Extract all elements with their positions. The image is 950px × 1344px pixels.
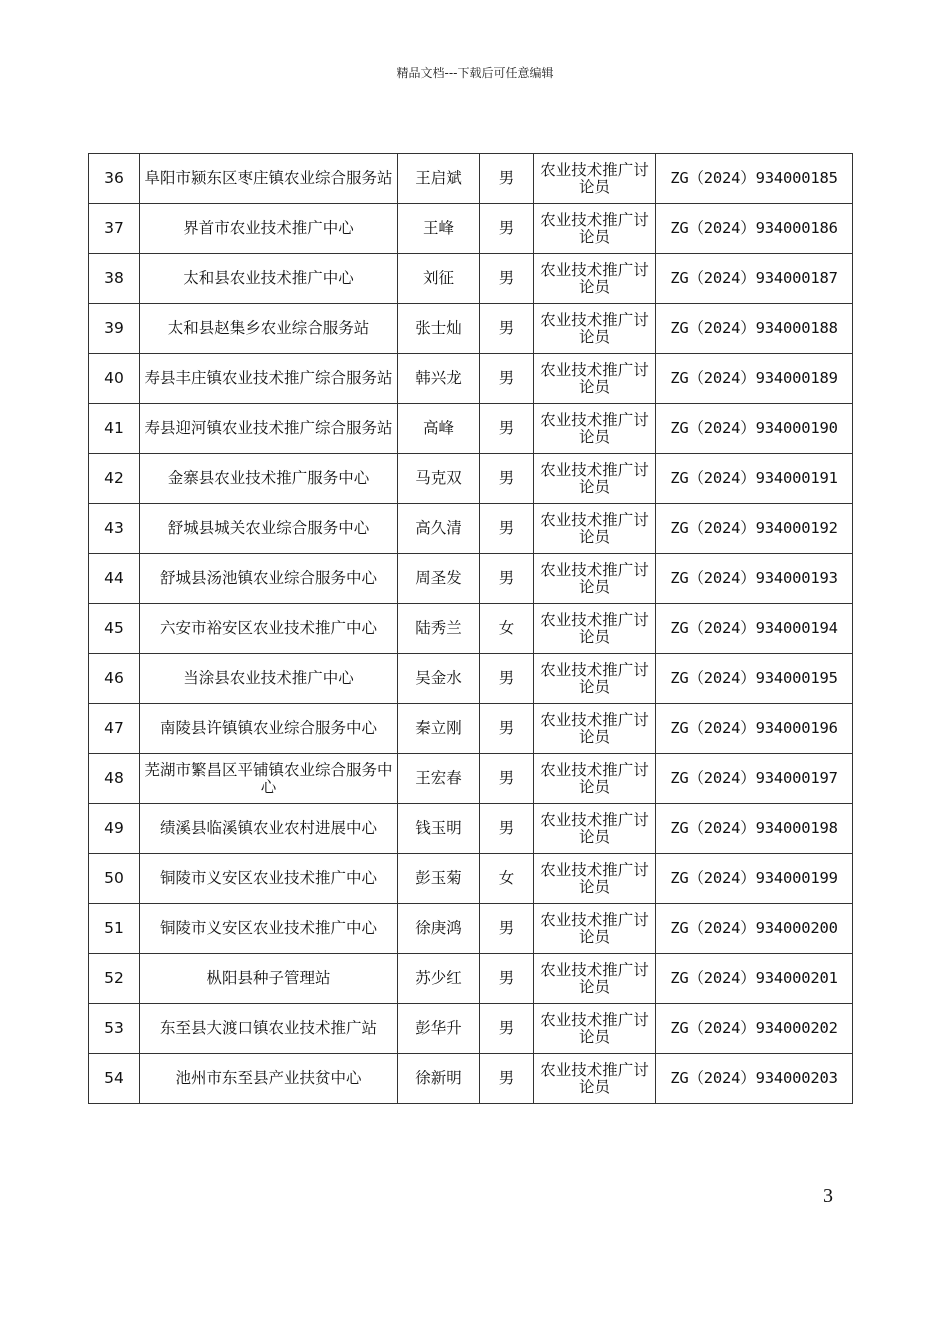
cell-certificate-number: ZG（2024）934000199 bbox=[656, 854, 853, 904]
cell-certificate-number: ZG（2024）934000187 bbox=[656, 254, 853, 304]
cell-gender: 男 bbox=[480, 1054, 534, 1104]
cell-gender: 男 bbox=[480, 454, 534, 504]
table-row bbox=[89, 554, 853, 604]
table-row bbox=[89, 154, 853, 204]
table-row bbox=[89, 404, 853, 454]
cell-work-unit: 太和县农业技术推广中心 bbox=[140, 254, 398, 304]
table-row bbox=[89, 954, 853, 1004]
table-row bbox=[89, 804, 853, 854]
cell-number: 44 bbox=[89, 554, 140, 604]
cell-work-unit: 枞阳县种子管理站 bbox=[140, 954, 398, 1004]
cell-work-unit: 六安市裕安区农业技术推广中心 bbox=[140, 604, 398, 654]
cell-certificate-number: ZG（2024）934000185 bbox=[656, 154, 853, 204]
table-row bbox=[89, 704, 853, 754]
cell-certificate-number: ZG（2024）934000191 bbox=[656, 454, 853, 504]
cell-certificate-number: ZG（2024）934000201 bbox=[656, 954, 853, 1004]
table-row bbox=[89, 854, 853, 904]
cell-certificate-number: ZG（2024）934000189 bbox=[656, 354, 853, 404]
cell-number: 46 bbox=[89, 654, 140, 704]
cell-gender: 男 bbox=[480, 904, 534, 954]
cell-number: 41 bbox=[89, 404, 140, 454]
table-row bbox=[89, 254, 853, 304]
cell-number: 40 bbox=[89, 354, 140, 404]
cell-certificate-number: ZG（2024）934000190 bbox=[656, 404, 853, 454]
cell-certificate-number: ZG（2024）934000202 bbox=[656, 1004, 853, 1054]
cell-gender: 男 bbox=[480, 154, 534, 204]
cell-certificate-number: ZG（2024）934000186 bbox=[656, 204, 853, 254]
cell-job-title: 农业技术推广讨论员 bbox=[534, 204, 656, 254]
cell-job-title: 农业技术推广讨论员 bbox=[534, 454, 656, 504]
cell-gender: 男 bbox=[480, 654, 534, 704]
cell-person-name: 徐新明 bbox=[398, 1054, 480, 1104]
cell-number: 42 bbox=[89, 454, 140, 504]
page-number: 3 bbox=[823, 1185, 833, 1207]
table-row bbox=[89, 654, 853, 704]
cell-gender: 女 bbox=[480, 604, 534, 654]
cell-gender: 男 bbox=[480, 304, 534, 354]
cell-person-name: 周圣发 bbox=[398, 554, 480, 604]
cell-certificate-number: ZG（2024）934000192 bbox=[656, 504, 853, 554]
table-row bbox=[89, 204, 853, 254]
cell-work-unit: 寿县迎河镇农业技术推广综合服务站 bbox=[140, 404, 398, 454]
cell-gender: 男 bbox=[480, 204, 534, 254]
cell-number: 54 bbox=[89, 1054, 140, 1104]
cell-work-unit: 当涂县农业技术推广中心 bbox=[140, 654, 398, 704]
roster-table bbox=[88, 153, 853, 1104]
cell-work-unit: 太和县赵集乡农业综合服务站 bbox=[140, 304, 398, 354]
cell-number: 45 bbox=[89, 604, 140, 654]
cell-person-name: 吴金水 bbox=[398, 654, 480, 704]
cell-number: 53 bbox=[89, 1004, 140, 1054]
cell-number: 48 bbox=[89, 754, 140, 804]
cell-certificate-number: ZG（2024）934000196 bbox=[656, 704, 853, 754]
cell-work-unit: 池州市东至县产业扶贫中心 bbox=[140, 1054, 398, 1104]
cell-person-name: 高峰 bbox=[398, 404, 480, 454]
cell-job-title: 农业技术推广讨论员 bbox=[534, 804, 656, 854]
table-row bbox=[89, 604, 853, 654]
page-header: 精品文档---下载后可任意编辑 bbox=[396, 66, 554, 80]
table-row bbox=[89, 904, 853, 954]
cell-job-title: 农业技术推广讨论员 bbox=[534, 1004, 656, 1054]
cell-person-name: 马克双 bbox=[398, 454, 480, 504]
cell-person-name: 王峰 bbox=[398, 204, 480, 254]
cell-certificate-number: ZG（2024）934000193 bbox=[656, 554, 853, 604]
cell-job-title: 农业技术推广讨论员 bbox=[534, 354, 656, 404]
cell-work-unit: 界首市农业技术推广中心 bbox=[140, 204, 398, 254]
cell-certificate-number: ZG（2024）934000194 bbox=[656, 604, 853, 654]
table-row bbox=[89, 1054, 853, 1104]
cell-gender: 男 bbox=[480, 954, 534, 1004]
cell-work-unit: 绩溪县临溪镇农业农村进展中心 bbox=[140, 804, 398, 854]
cell-person-name: 陆秀兰 bbox=[398, 604, 480, 654]
roster-table-body bbox=[89, 154, 853, 1104]
cell-certificate-number: ZG（2024）934000200 bbox=[656, 904, 853, 954]
cell-work-unit: 舒城县汤池镇农业综合服务中心 bbox=[140, 554, 398, 604]
cell-person-name: 秦立刚 bbox=[398, 704, 480, 754]
cell-number: 36 bbox=[89, 154, 140, 204]
cell-person-name: 彭玉菊 bbox=[398, 854, 480, 904]
cell-person-name: 徐庚鸿 bbox=[398, 904, 480, 954]
cell-number: 51 bbox=[89, 904, 140, 954]
cell-work-unit: 金寨县农业技术推广服务中心 bbox=[140, 454, 398, 504]
cell-gender: 男 bbox=[480, 254, 534, 304]
cell-number: 50 bbox=[89, 854, 140, 904]
cell-certificate-number: ZG（2024）934000188 bbox=[656, 304, 853, 354]
cell-gender: 男 bbox=[480, 354, 534, 404]
cell-job-title: 农业技术推广讨论员 bbox=[534, 604, 656, 654]
cell-person-name: 王宏春 bbox=[398, 754, 480, 804]
cell-gender: 男 bbox=[480, 404, 534, 454]
cell-work-unit: 寿县丰庄镇农业技术推广综合服务站 bbox=[140, 354, 398, 404]
cell-person-name: 钱玉明 bbox=[398, 804, 480, 854]
cell-job-title: 农业技术推广讨论员 bbox=[534, 754, 656, 804]
cell-person-name: 苏少红 bbox=[398, 954, 480, 1004]
cell-gender: 男 bbox=[480, 754, 534, 804]
cell-certificate-number: ZG（2024）934000195 bbox=[656, 654, 853, 704]
cell-work-unit: 阜阳市颍东区枣庄镇农业综合服务站 bbox=[140, 154, 398, 204]
cell-certificate-number: ZG（2024）934000203 bbox=[656, 1054, 853, 1104]
table-row bbox=[89, 1004, 853, 1054]
cell-job-title: 农业技术推广讨论员 bbox=[534, 1054, 656, 1104]
cell-job-title: 农业技术推广讨论员 bbox=[534, 504, 656, 554]
cell-person-name: 刘征 bbox=[398, 254, 480, 304]
cell-number: 39 bbox=[89, 304, 140, 354]
cell-job-title: 农业技术推广讨论员 bbox=[534, 304, 656, 354]
cell-job-title: 农业技术推广讨论员 bbox=[534, 554, 656, 604]
cell-person-name: 王启斌 bbox=[398, 154, 480, 204]
cell-work-unit: 南陵县许镇镇农业综合服务中心 bbox=[140, 704, 398, 754]
cell-work-unit: 铜陵市义安区农业技术推广中心 bbox=[140, 904, 398, 954]
cell-certificate-number: ZG（2024）934000197 bbox=[656, 754, 853, 804]
cell-gender: 男 bbox=[480, 804, 534, 854]
cell-number: 52 bbox=[89, 954, 140, 1004]
cell-job-title: 农业技术推广讨论员 bbox=[534, 154, 656, 204]
cell-job-title: 农业技术推广讨论员 bbox=[534, 654, 656, 704]
cell-job-title: 农业技术推广讨论员 bbox=[534, 704, 656, 754]
cell-job-title: 农业技术推广讨论员 bbox=[534, 254, 656, 304]
table-row bbox=[89, 504, 853, 554]
cell-gender: 男 bbox=[480, 1004, 534, 1054]
cell-number: 37 bbox=[89, 204, 140, 254]
cell-job-title: 农业技术推广讨论员 bbox=[534, 904, 656, 954]
cell-number: 47 bbox=[89, 704, 140, 754]
cell-number: 43 bbox=[89, 504, 140, 554]
cell-number: 49 bbox=[89, 804, 140, 854]
cell-gender: 男 bbox=[480, 704, 534, 754]
cell-job-title: 农业技术推广讨论员 bbox=[534, 854, 656, 904]
table-row bbox=[89, 754, 853, 804]
cell-person-name: 张士灿 bbox=[398, 304, 480, 354]
cell-number: 38 bbox=[89, 254, 140, 304]
cell-job-title: 农业技术推广讨论员 bbox=[534, 404, 656, 454]
table-row bbox=[89, 304, 853, 354]
cell-work-unit: 东至县大渡口镇农业技术推广站 bbox=[140, 1004, 398, 1054]
cell-person-name: 彭华升 bbox=[398, 1004, 480, 1054]
cell-certificate-number: ZG（2024）934000198 bbox=[656, 804, 853, 854]
cell-job-title: 农业技术推广讨论员 bbox=[534, 954, 656, 1004]
cell-person-name: 韩兴龙 bbox=[398, 354, 480, 404]
cell-gender: 女 bbox=[480, 854, 534, 904]
cell-work-unit: 芜湖市繁昌区平铺镇农业综合服务中心 bbox=[140, 754, 398, 804]
table-row bbox=[89, 354, 853, 404]
cell-work-unit: 铜陵市义安区农业技术推广中心 bbox=[140, 854, 398, 904]
table-row bbox=[89, 454, 853, 504]
cell-gender: 男 bbox=[480, 504, 534, 554]
cell-gender: 男 bbox=[480, 554, 534, 604]
cell-person-name: 高久清 bbox=[398, 504, 480, 554]
cell-work-unit: 舒城县城关农业综合服务中心 bbox=[140, 504, 398, 554]
